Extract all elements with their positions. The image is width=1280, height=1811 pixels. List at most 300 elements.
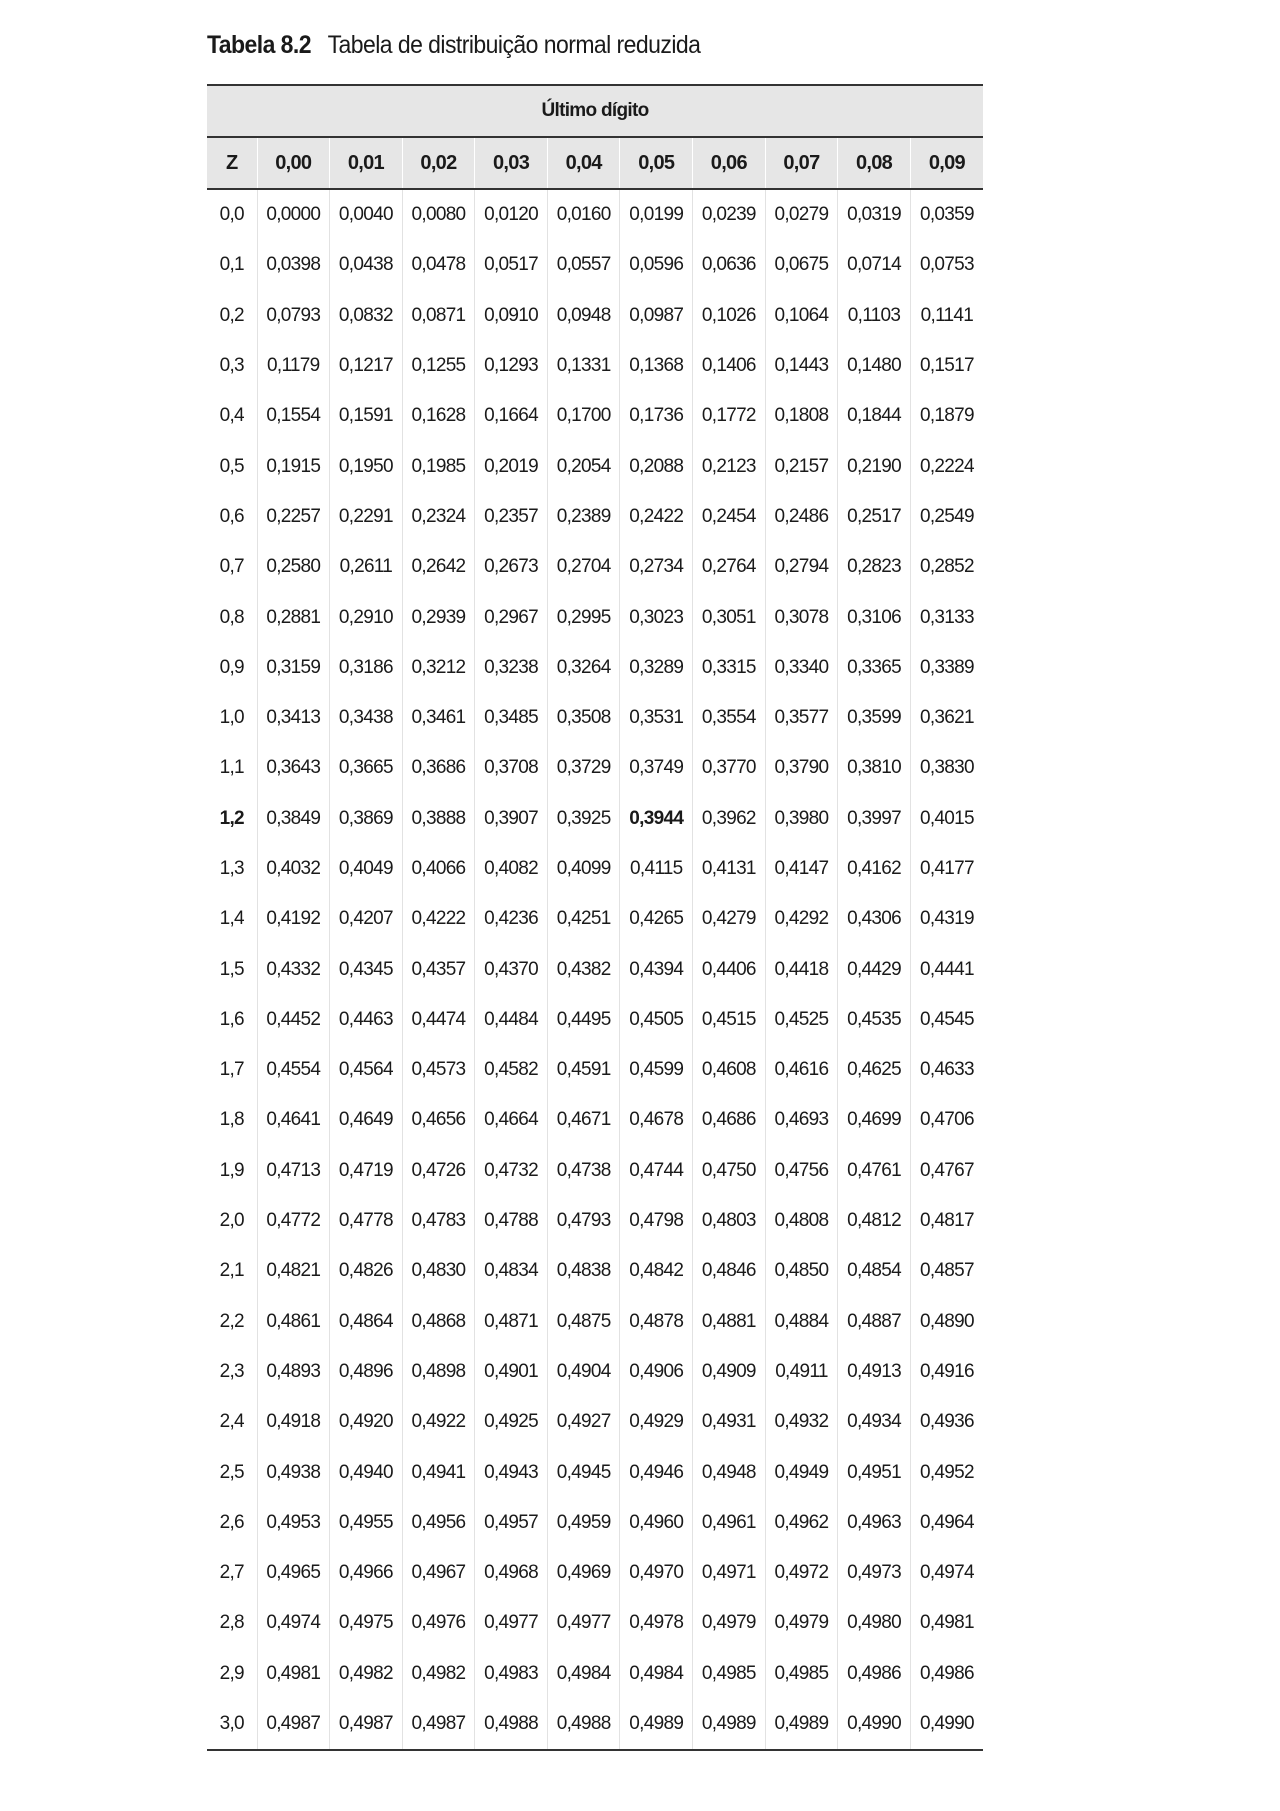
table-row [207,1699,983,1750]
probability-cell: 0,2764 [693,542,766,592]
column-header: 0,01 [330,137,403,189]
probability-cell: 0,4970 [620,1548,693,1598]
probability-cell: 0,4452 [257,995,330,1045]
probability-cell: 0,3023 [620,592,693,642]
probability-cell: 0,3749 [620,743,693,793]
probability-cell: 0,4973 [838,1548,911,1598]
probability-cell: 0,3531 [620,693,693,743]
probability-cell: 0,4941 [402,1447,475,1497]
column-header-row [207,137,983,189]
probability-cell: 0,3365 [838,643,911,693]
probability-cell: 0,4957 [475,1498,548,1548]
probability-cell: 0,4265 [620,894,693,944]
probability-cell: 0,4616 [765,1045,838,1095]
probability-cell: 0,4664 [475,1095,548,1145]
probability-cell: 0,4948 [693,1447,766,1497]
probability-cell: 0,4966 [330,1548,403,1598]
probability-cell: 0,4987 [330,1699,403,1750]
probability-cell: 0,4981 [910,1598,983,1648]
probability-cell: 0,4981 [257,1649,330,1699]
probability-cell: 0,4817 [910,1196,983,1246]
probability-cell: 0,4972 [765,1548,838,1598]
probability-cell: 0,4875 [547,1297,620,1347]
probability-cell: 0,4515 [693,995,766,1045]
probability-cell: 0,2454 [693,492,766,542]
group-header: Último dígito [207,85,983,137]
probability-cell: 0,1844 [838,391,911,441]
z-value-cell: 2,6 [219,1511,244,1533]
probability-cell: 0,4974 [257,1598,330,1648]
z-value-cell: 0,6 [219,505,244,527]
probability-cell: 0,0398 [257,240,330,290]
probability-cell: 0,3106 [838,592,911,642]
table-row [207,743,983,793]
z-value-cell: 0,8 [219,606,244,628]
table-title: Tabela de distribuição normal reduzida [327,31,701,59]
probability-cell: 0,3159 [257,643,330,693]
probability-cell: 0,2157 [765,441,838,491]
probability-cell: 0,2291 [330,492,403,542]
probability-cell: 0,3051 [693,592,766,642]
probability-cell: 0,0675 [765,240,838,290]
probability-cell: 0,4983 [475,1649,548,1699]
probability-cell: 0,4963 [838,1498,911,1548]
probability-cell: 0,4394 [620,944,693,994]
probability-cell: 0,4656 [402,1095,475,1145]
normal-distribution-table [207,84,983,1751]
probability-cell: 0,4545 [910,995,983,1045]
probability-cell: 0,4564 [330,1045,403,1095]
probability-cell: 0,2257 [257,492,330,542]
probability-cell: 0,1700 [547,391,620,441]
probability-cell: 0,3907 [475,794,548,844]
probability-cell: 0,3686 [402,743,475,793]
probability-cell: 0,4918 [257,1397,330,1447]
probability-cell: 0,1179 [257,341,330,391]
probability-cell: 0,4251 [547,894,620,944]
probability-cell: 0,2486 [765,492,838,542]
probability-cell: 0,3997 [838,794,911,844]
probability-cell: 0,4719 [330,1146,403,1196]
z-value-cell: 3,0 [207,1699,257,1750]
probability-cell: 0,4812 [838,1196,911,1246]
probability-cell: 0,4066 [402,844,475,894]
probability-cell: 0,4929 [620,1397,693,1447]
table-row [207,542,983,592]
probability-cell: 0,4987 [257,1699,330,1750]
probability-cell: 0,4949 [765,1447,838,1497]
probability-cell: 0,2910 [330,592,403,642]
probability-cell: 0,4625 [838,1045,911,1095]
column-header: 0,09 [910,137,983,189]
probability-cell: 0,4236 [475,894,548,944]
probability-cell: 0,0279 [765,189,838,240]
table-row [207,794,983,844]
probability-cell: 0,4279 [693,894,766,944]
probability-cell: 0,4554 [257,1045,330,1095]
probability-cell: 0,4850 [765,1246,838,1296]
probability-cell: 0,4979 [765,1598,838,1648]
probability-cell: 0,1103 [838,291,911,341]
probability-cell: 0,4951 [838,1447,911,1497]
probability-cell: 0,0948 [547,291,620,341]
probability-cell: 0,4893 [257,1347,330,1397]
table-row [207,1347,983,1397]
probability-cell: 0,2054 [547,441,620,491]
table-number: Tabela 8.2 [207,31,312,59]
probability-cell: 0,4744 [620,1146,693,1196]
probability-cell: 0,4971 [693,1548,766,1598]
probability-cell: 0,0239 [693,189,766,240]
probability-cell: 0,1293 [475,341,548,391]
table-body [207,189,983,1750]
z-value-cell: 0,9 [219,656,244,678]
table-row [207,1498,983,1548]
probability-cell: 0,4778 [330,1196,403,1246]
probability-cell: 0,2580 [257,542,330,592]
probability-cell: 0,3869 [330,794,403,844]
probability-cell: 0,4808 [765,1196,838,1246]
probability-cell: 0,4980 [838,1598,911,1648]
probability-cell: 0,3413 [257,693,330,743]
probability-cell: 0,4945 [547,1447,620,1497]
probability-cell: 0,1026 [693,291,766,341]
probability-cell: 0,3830 [910,743,983,793]
probability-cell: 0,4370 [475,944,548,994]
probability-cell: 0,4961 [693,1498,766,1548]
probability-cell: 0,4977 [547,1598,620,1648]
probability-cell: 0,4429 [838,944,911,994]
z-value-cell: 2,8 [219,1612,244,1634]
probability-cell: 0,2704 [547,542,620,592]
probability-cell: 0,1406 [693,341,766,391]
probability-cell: 0,4861 [257,1297,330,1347]
probability-cell: 0,3599 [838,693,911,743]
z-value-cell: 2,5 [219,1461,244,1483]
table-caption [207,20,921,60]
probability-cell: 0,4984 [620,1649,693,1699]
probability-cell: 0,3925 [547,794,620,844]
probability-cell: 0,0596 [620,240,693,290]
probability-cell: 0,4767 [910,1146,983,1196]
probability-cell: 0,4357 [402,944,475,994]
probability-cell: 0,3962 [693,794,766,844]
probability-cell: 0,4913 [838,1347,911,1397]
probability-cell: 0,4887 [838,1297,911,1347]
z-value-cell: 1,9 [219,1159,244,1181]
probability-cell: 0,4969 [547,1548,620,1598]
probability-cell: 0,4713 [257,1146,330,1196]
table-row [207,944,983,994]
probability-cell: 0,1255 [402,341,475,391]
column-header: 0,05 [620,137,693,189]
probability-cell: 0,4955 [330,1498,403,1548]
probability-cell: 0,4987 [402,1699,475,1750]
probability-cell: 0,2611 [330,542,403,592]
z-value-cell: 1,4 [219,908,244,930]
probability-cell: 0,4192 [257,894,330,944]
column-header: 0,08 [838,137,911,189]
probability-cell: 0,3238 [475,643,548,693]
probability-cell: 0,0359 [910,189,983,240]
probability-cell: 0,4904 [547,1347,620,1397]
probability-cell: 0,4890 [910,1297,983,1347]
probability-cell: 0,4686 [693,1095,766,1145]
probability-cell: 0,4177 [910,844,983,894]
probability-cell: 0,4826 [330,1246,403,1296]
z-value-cell: 2,9 [219,1662,244,1684]
z-value-cell: 1,7 [219,1059,244,1081]
probability-cell: 0,4115 [620,844,693,894]
probability-cell: 0,2088 [620,441,693,491]
probability-cell: 0,4706 [910,1095,983,1145]
probability-cell: 0,4830 [402,1246,475,1296]
probability-cell: 0,4772 [257,1196,330,1246]
probability-cell: 0,4868 [402,1297,475,1347]
probability-cell: 0,4649 [330,1095,403,1145]
probability-cell: 0,4525 [765,995,838,1045]
table-row [207,1095,983,1145]
probability-cell: 0,3643 [257,743,330,793]
probability-cell: 0,4678 [620,1095,693,1145]
probability-cell: 0,4871 [475,1297,548,1347]
probability-cell: 0,4641 [257,1095,330,1145]
probability-cell: 0,4750 [693,1146,766,1196]
probability-cell: 0,3729 [547,743,620,793]
probability-cell: 0,4988 [475,1699,548,1750]
probability-cell: 0,0438 [330,240,403,290]
z-value-cell: 1,5 [219,958,244,980]
probability-cell: 0,4474 [402,995,475,1045]
probability-cell: 0,3340 [765,643,838,693]
probability-cell: 0,4988 [547,1699,620,1750]
probability-cell: 0,3186 [330,643,403,693]
probability-cell: 0,4920 [330,1397,403,1447]
probability-cell: 0,4932 [765,1397,838,1447]
probability-cell: 0,1554 [257,391,330,441]
column-header: 0,03 [475,137,548,189]
probability-cell: 0,4803 [693,1196,766,1246]
probability-cell: 0,2549 [910,492,983,542]
z-value-cell: 0,0 [207,189,257,240]
probability-cell: 0,4633 [910,1045,983,1095]
z-value-cell: 2,7 [219,1562,244,1584]
z-value-cell: 1,2 [219,807,244,829]
probability-cell: 0,3133 [910,592,983,642]
probability-cell: 0,3888 [402,794,475,844]
probability-cell: 0,4463 [330,995,403,1045]
table-row [207,1246,983,1296]
probability-cell: 0,2389 [547,492,620,542]
probability-cell: 0,4898 [402,1347,475,1397]
probability-cell: 0,4976 [402,1598,475,1648]
probability-cell: 0,0910 [475,291,548,341]
probability-cell: 0,4960 [620,1498,693,1548]
probability-cell: 0,4319 [910,894,983,944]
probability-cell: 0,4990 [838,1699,911,1750]
probability-cell: 0,1368 [620,341,693,391]
probability-cell: 0,0080 [402,189,475,240]
document-page [207,20,983,1751]
probability-cell: 0,4964 [910,1498,983,1548]
probability-cell: 0,4884 [765,1297,838,1347]
probability-cell: 0,4306 [838,894,911,944]
probability-cell: 0,4938 [257,1447,330,1497]
probability-cell: 0,1331 [547,341,620,391]
probability-cell: 0,3461 [402,693,475,743]
table-row [207,291,983,341]
probability-cell: 0,4505 [620,995,693,1045]
table-row [207,1297,983,1347]
probability-cell: 0,1985 [402,441,475,491]
probability-cell: 0,3289 [620,643,693,693]
table-row [207,1045,983,1095]
probability-cell: 0,4846 [693,1246,766,1296]
probability-cell: 0,2019 [475,441,548,491]
probability-cell: 0,4761 [838,1146,911,1196]
probability-cell: 0,3438 [330,693,403,743]
table-row [207,1598,983,1648]
z-value-cell: 0,3 [219,355,244,377]
z-value-cell: 2,4 [219,1411,244,1433]
probability-cell: 0,3554 [693,693,766,743]
probability-cell: 0,1915 [257,441,330,491]
probability-cell: 0,3315 [693,643,766,693]
probability-cell: 0,4738 [547,1146,620,1196]
probability-cell: 0,0557 [547,240,620,290]
probability-cell: 0,0517 [475,240,548,290]
probability-cell: 0,4838 [547,1246,620,1296]
probability-cell: 0,2123 [693,441,766,491]
table-row [207,441,983,491]
table-row [207,240,983,290]
probability-cell: 0,4962 [765,1498,838,1548]
probability-cell: 0,4977 [475,1598,548,1648]
probability-cell: 0,2422 [620,492,693,542]
probability-cell: 0,4854 [838,1246,911,1296]
probability-cell: 0,0160 [547,189,620,240]
probability-cell: 0,2357 [475,492,548,542]
probability-cell: 0,4916 [910,1347,983,1397]
probability-cell: 0,4952 [910,1447,983,1497]
probability-cell: 0,4591 [547,1045,620,1095]
probability-cell: 0,3212 [402,643,475,693]
probability-cell: 0,2939 [402,592,475,642]
probability-cell: 0,2673 [475,542,548,592]
probability-cell: 0,4978 [620,1598,693,1648]
probability-cell: 0,2734 [620,542,693,592]
probability-cell: 0,4990 [910,1699,983,1750]
column-header: 0,06 [693,137,766,189]
probability-cell: 0,4131 [693,844,766,894]
probability-cell: 0,1664 [475,391,548,441]
column-header: 0,04 [547,137,620,189]
probability-cell: 0,4989 [693,1699,766,1750]
z-value-cell: 2,0 [219,1210,244,1232]
probability-cell: 0,4015 [910,794,983,844]
probability-cell: 0,4821 [257,1246,330,1296]
probability-cell: 0,4901 [475,1347,548,1397]
probability-cell: 0,4982 [330,1649,403,1699]
z-value-cell: 1,0 [219,707,244,729]
probability-cell: 0,4535 [838,995,911,1045]
probability-cell: 0,4979 [693,1598,766,1648]
probability-cell: 0,1591 [330,391,403,441]
probability-cell: 0,4599 [620,1045,693,1095]
probability-cell: 0,4986 [910,1649,983,1699]
probability-cell: 0,4911 [765,1347,838,1397]
probability-cell: 0,2517 [838,492,911,542]
probability-cell: 0,3621 [910,693,983,743]
probability-cell: 0,4082 [475,844,548,894]
probability-cell: 0,4345 [330,944,403,994]
probability-cell: 0,4878 [620,1297,693,1347]
z-value-cell: 1,1 [219,757,244,779]
probability-cell: 0,4382 [547,944,620,994]
table-row [207,1649,983,1699]
probability-cell: 0,0871 [402,291,475,341]
probability-cell: 0,2967 [475,592,548,642]
z-value-cell: 0,4 [219,405,244,427]
table-row [207,592,983,642]
probability-cell: 0,4032 [257,844,330,894]
probability-cell: 0,0000 [257,189,330,240]
probability-cell: 0,4788 [475,1196,548,1246]
table-row [207,492,983,542]
z-value-cell: 1,6 [219,1008,244,1030]
probability-cell: 0,3264 [547,643,620,693]
probability-cell: 0,2995 [547,592,620,642]
probability-cell: 0,4418 [765,944,838,994]
probability-cell: 0,1517 [910,341,983,391]
probability-cell: 0,0832 [330,291,403,341]
probability-cell: 0,1950 [330,441,403,491]
probability-cell: 0,4726 [402,1146,475,1196]
probability-cell: 0,4582 [475,1045,548,1095]
probability-cell: 0,4927 [547,1397,620,1447]
probability-cell: 0,4699 [838,1095,911,1145]
probability-cell: 0,2852 [910,542,983,592]
table-row [207,693,983,743]
probability-cell: 0,0793 [257,291,330,341]
probability-cell: 0,4732 [475,1146,548,1196]
probability-cell: 0,4332 [257,944,330,994]
probability-cell: 0,4906 [620,1347,693,1397]
probability-cell: 0,4922 [402,1397,475,1447]
probability-cell: 0,4909 [693,1347,766,1397]
probability-cell: 0,3790 [765,743,838,793]
probability-cell: 0,2190 [838,441,911,491]
probability-cell: 0,4162 [838,844,911,894]
probability-cell: 0,4834 [475,1246,548,1296]
probability-cell: 0,4484 [475,995,548,1045]
probability-cell: 0,2224 [910,441,983,491]
z-value-cell: 0,2 [219,304,244,326]
z-value-cell: 2,3 [219,1360,244,1382]
probability-cell: 0,3849 [257,794,330,844]
probability-cell: 0,2324 [402,492,475,542]
probability-cell: 0,4967 [402,1548,475,1598]
probability-cell: 0,4975 [330,1598,403,1648]
probability-cell: 0,4881 [693,1297,766,1347]
probability-cell: 0,4147 [765,844,838,894]
probability-cell: 0,4495 [547,995,620,1045]
probability-cell: 0,4925 [475,1397,548,1447]
probability-cell: 0,3577 [765,693,838,743]
z-value-cell: 2,1 [219,1260,244,1282]
probability-cell: 0,0987 [620,291,693,341]
probability-cell: 0,4934 [838,1397,911,1447]
